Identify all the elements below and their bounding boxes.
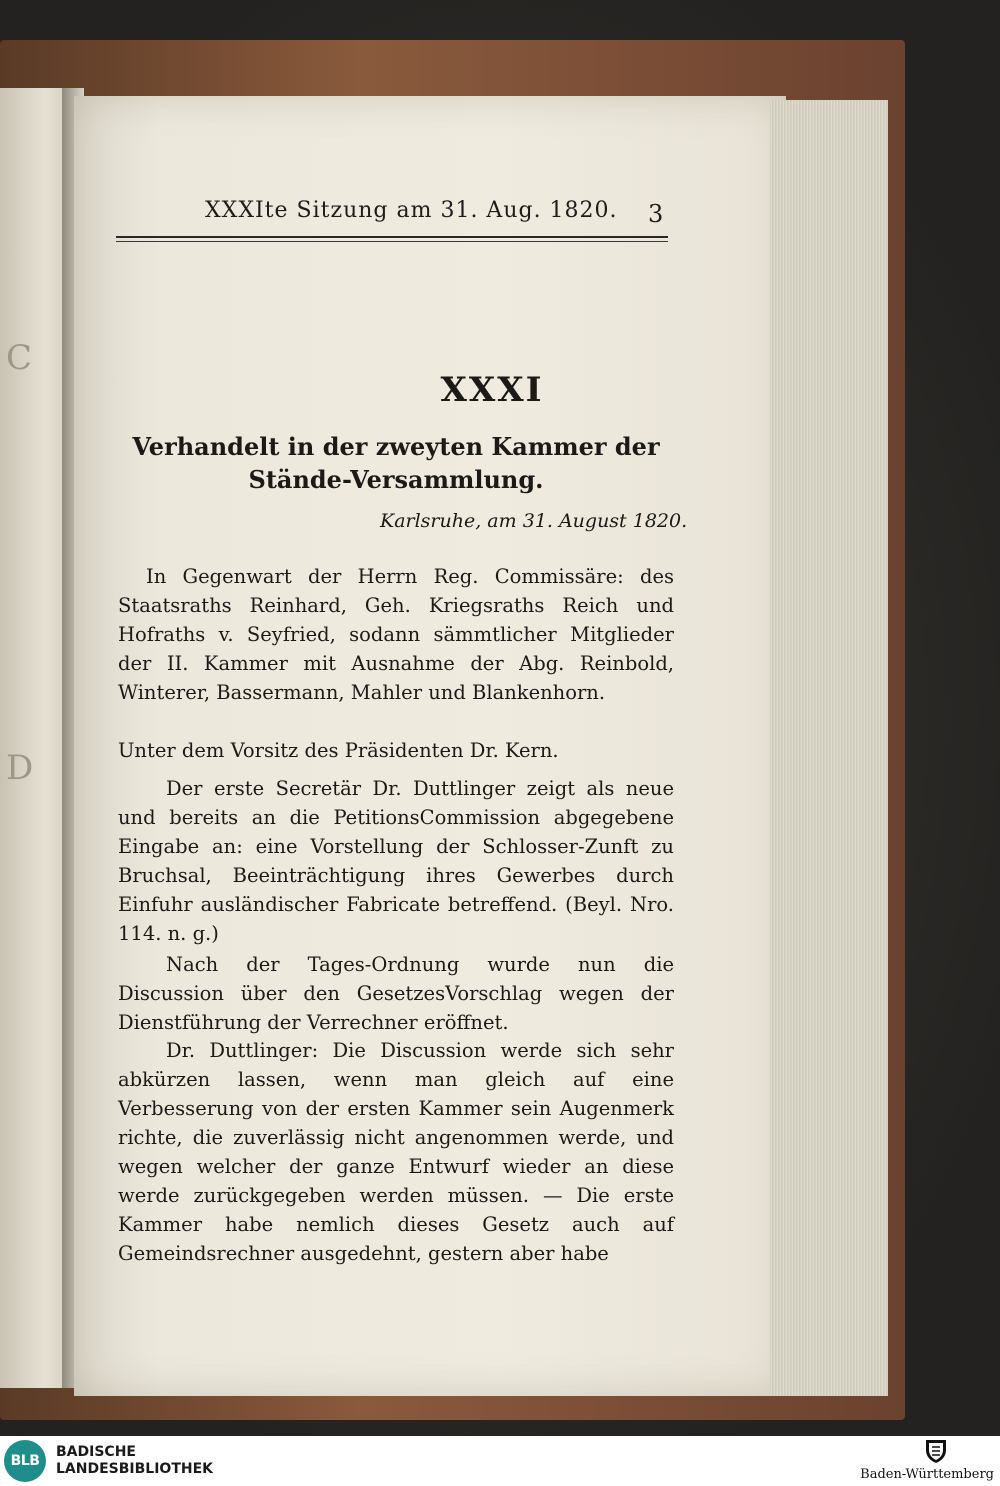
paragraph-attendance: In Gegenwart der Herrn Reg. Commissäre: des Staatsraths Reinhard, Geh. Kriegsraths Reich und Hofraths v. Seyfried, sodann sämmtlicher Mitglieder der II. Kammer mit Ausnahme der Abg. Reinbold, Winterer, Bassermann, Mahler und Blankenhorn.: [118, 565, 674, 704]
paragraph-secretary: Der erste Secretär Dr. Duttlinger zeigt als neue und bereits an die PetitionsCommission abgegebene Eingabe an: eine Vorstellung der Schlosser-Zunft zu Bruchsal, Beeinträchtigung ihres Gewerbes durch Einfuhr ausländischer Fabricate betreffend. (Beyl. Nro. 114. n. g.): [118, 777, 674, 945]
state-label: Baden-Württemberg: [860, 1467, 994, 1482]
paragraph-duttlinger: Dr. Duttlinger: Die Discussion werde sich sehr abkürzen lassen, wenn man gleich auf eine Verbesserung von der ersten Kammer sein Augenmerk richte, die zuverlässig nicht angenommen werde, und wegen welcher der ganze Entwurf wieder an diese werde zurückgegeben werden müssen. — Die erste Kammer habe nemlich dieses Gesetz auch auf Gemeindsrechner ausgedehnt, gestern aber habe: [118, 1039, 674, 1265]
footer-bar: [0, 1436, 1000, 1486]
running-header: XXXIte Sitzung am 31. Aug. 1820.: [205, 198, 618, 223]
page-number: 3: [648, 200, 664, 228]
page-edges: [770, 100, 888, 1396]
section-heading: [0, 370, 1000, 410]
section-number: XXXI: [440, 370, 544, 410]
header-rule-thin: [116, 241, 668, 242]
paragraph-agenda: Nach der Tages-Ordnung wurde nun die Discussion über den GesetzesVorschlag wegen der Dienstführung der Verrechner eröffnet.: [118, 953, 674, 1034]
library-name-line1: BADISCHE: [56, 1444, 136, 1460]
paragraph-chair: Unter dem Vorsitz des Präsidenten Dr. Kern.: [118, 739, 559, 762]
header-rule: [116, 236, 668, 238]
coat-of-arms-icon: [922, 1438, 950, 1464]
session-title: Verhandelt in der zweyten Kammer der Stände-Versammlung.: [132, 432, 660, 494]
left-page: C D: [0, 88, 74, 1388]
library-name[interactable]: [56, 1444, 213, 1478]
blb-logo[interactable]: BLB: [4, 1440, 46, 1482]
library-name-line2: LANDESBIBLIOTHEK: [56, 1461, 214, 1477]
dateline: Karlsruhe, am 31. August 1820.: [380, 510, 688, 532]
